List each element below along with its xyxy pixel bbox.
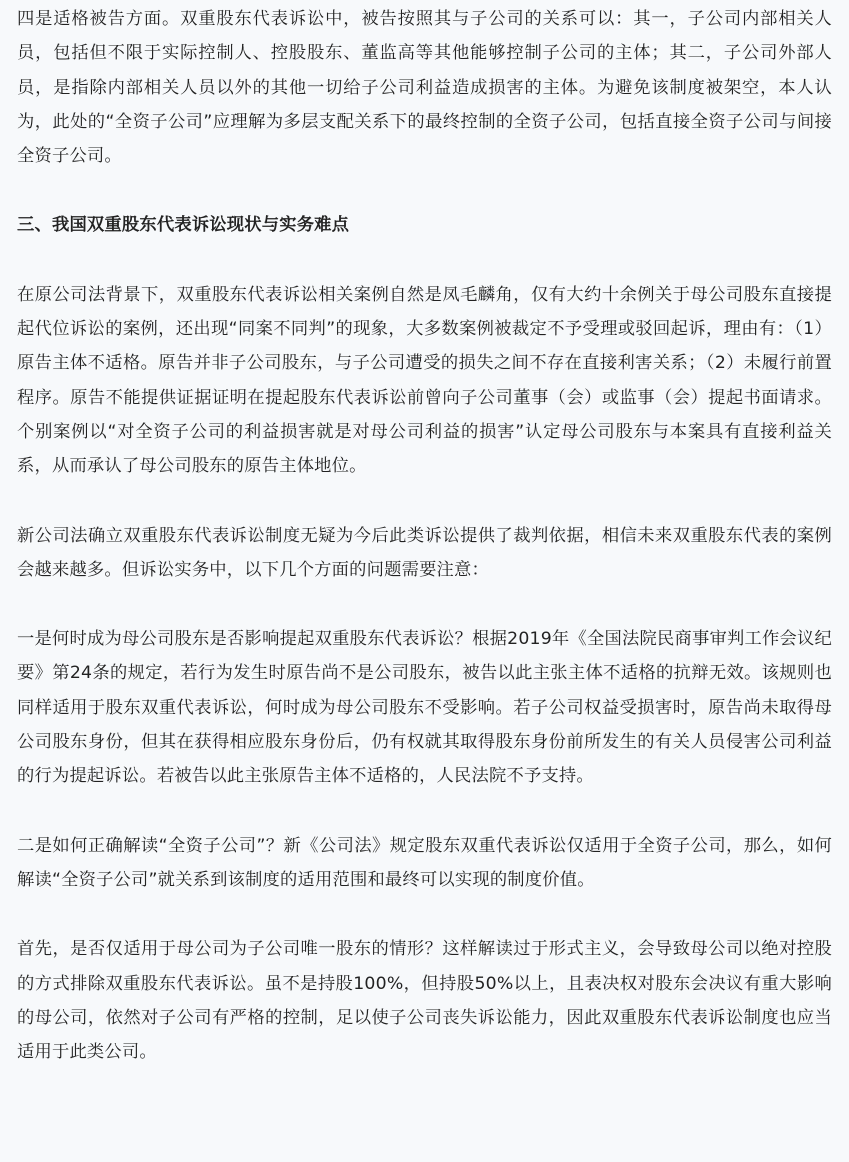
- paragraph-new-company-law: 新公司法确立双重股东代表诉讼制度无疑为今后此类诉讼提供了裁判依据，相信未来双重股东代表的案例会越来越多。但诉讼实务中，以下几个方面的问题需要注意：: [17, 525, 832, 580]
- section-heading: 三、我国双重股东代表诉讼现状与实务难点: [17, 215, 350, 236]
- paragraph-current-situation: 在原公司法背景下，双重股东代表诉讼相关案例自然是凤毛麟角，仅有大约十余例关于母公司股东直接提起代位诉讼的案例，还出现“同案不同判”的现象，大多数案例被裁定不予受理或驳回起诉，理由有：（1）原告主体不适格。原告并非子公司股东，与子公司遭受的损失之间不存在直接利害关系；（2）未履行前置程序。原告不能提供证据证明在提起股东代表诉讼前曾向子公司董事（会）或监事（会）提起书面请求。个别案例以“对全资子公司的利益损害就是对母公司利益的损害”认定母公司股东与本案具有直接利益关系，从而承认了母公司股东的原告主体地位。: [17, 284, 832, 477]
- paragraph-appropriate-defendant: 四是适格被告方面。双重股东代表诉讼中，被告按照其与子公司的关系可以：其一，子公司内部相关人员，包括但不限于实际控制人、控股股东、董监高等其他能够控制子公司的主体；其二，子公司外部人员，是指除内部相关人员以外的其他一切给子公司利益造成损害的主体。为避免该制度被架空，本人认为，此处的“全资子公司”应理解为多层支配关系下的最终控制的全资子公司，包括直接全资子公司与间接全资子公司。: [17, 9, 832, 167]
- paragraph-firstly: 首先，是否仅适用于母公司为子公司唯一股东的情形？这样解读过于形式主义，会导致母公司以绝对控股的方式排除双重股东代表诉讼。虽不是持股100%，但持股50%以上，且表决权对股东会决议有重大影响的母公司，依然对子公司有严格的控制，足以使子公司丧失诉讼能力，因此双重股东代表诉讼制度也应当适用于此类公司。: [17, 939, 832, 1063]
- paragraph-issue-two: 二是如何正确解读“全资子公司”？新《公司法》规定股东双重代表诉讼仅适用于全资子公司，那么，如何解读“全资子公司”就关系到该制度的适用范围和最终可以实现的制度价值。: [17, 835, 832, 890]
- paragraph-issue-one: 一是何时成为母公司股东是否影响提起双重股东代表诉讼？根据2019年《全国法院民商事审判工作会议纪要》第24条的规定，若行为发生时原告尚不是公司股东，被告以此主张主体不适格的抗辩无效。该规则也同样适用于股东双重代表诉讼，何时成为母公司股东不受影响。若子公司权益受损害时，原告尚未取得母公司股东身份，但其在获得相应股东身份后，仍有权就其取得股东身份前所发生的有关人员侵害公司利益的行为提起诉讼。若被告以此主张原告主体不适格的，人民法院不予支持。: [17, 629, 832, 787]
